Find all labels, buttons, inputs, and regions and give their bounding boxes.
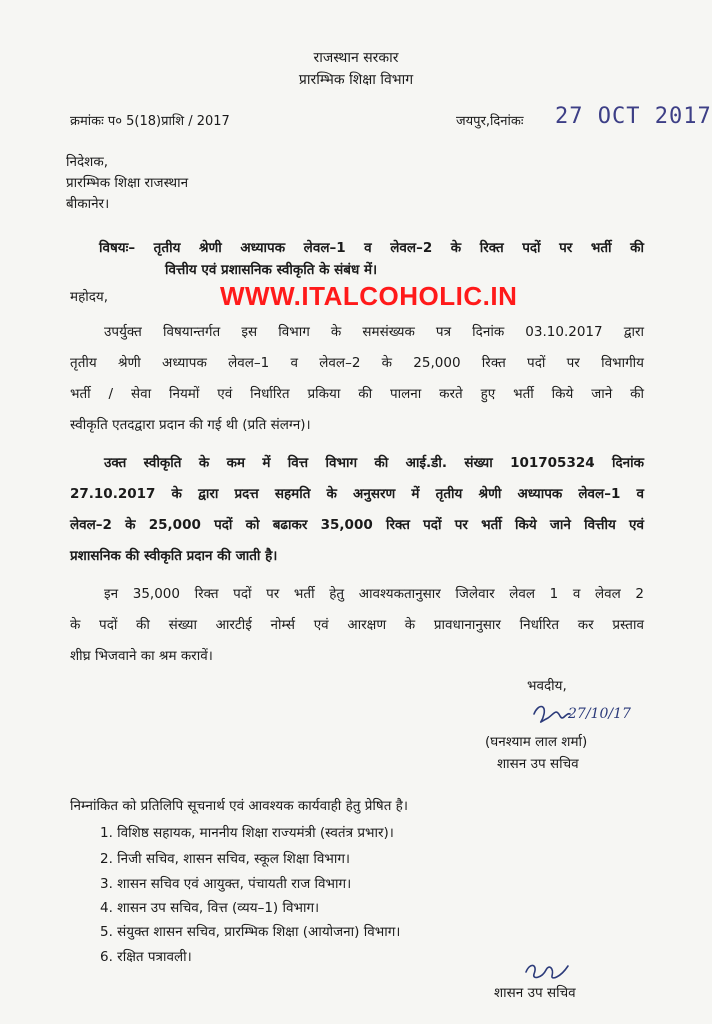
paragraph-line: शीघ्र भिजवाने का श्रम करावें। — [70, 648, 213, 664]
addressee-office: प्रारम्भिक शिक्षा राजस्थान — [66, 175, 189, 191]
copy-intro: निम्नांकित को प्रतिलिपि सूचनार्थ एवं आवश्यक कार्यवाही हेतु प्रेषित है। — [70, 798, 408, 814]
list-item: 1. विशिष्ठ सहायक, माननीय शिक्षा राज्यमंत्री (स्वतंत्र प्रभार)। — [100, 825, 394, 841]
list-item: 5. संयुक्त शासन सचिव, प्रारम्भिक शिक्षा (आयोजना) विभाग। — [100, 924, 401, 940]
list-item: 4. शासन उप सचिव, वित्त (व्यय–1) विभाग। — [100, 900, 320, 916]
signatory-designation: शासन उप सचिव — [497, 756, 579, 772]
footer-designation: शासन उप सचिव — [494, 985, 576, 1001]
subject-line-1: विषयः– तृतीय श्रेणी अध्यापक लेवल–1 व लेवल–2 के रिक्त पदों पर भर्ती की — [99, 240, 644, 256]
list-item: 3. शासन सचिव एवं आयुक्त, पंचायती राज विभाग। — [100, 876, 352, 892]
paragraph-line: प्रशासनिक की स्वीकृति प्रदान की जाती है। — [70, 548, 278, 564]
list-item: 6. रक्षित पत्रावली। — [100, 949, 192, 965]
paragraph-line: तृतीय श्रेणी अध्यापक लेवल–1 व लेवल–2 के 25,000 रिक्त पदों पर विभागीय — [70, 355, 644, 371]
paragraph-line: स्वीकृति एतदद्वारा प्रदान की गई थी (प्रति संलग्न)। — [70, 417, 311, 433]
paragraph-line: इन 35,000 रिक्त पदों पर भर्ती हेतु आवश्यकतानुसार जिलेवार लेवल 1 व लेवल 2 — [104, 586, 644, 602]
subject-line-2: वित्तीय एवं प्रशासनिक स्वीकृति के संबंध में। — [165, 262, 378, 278]
paragraph-line: के पदों की संख्या आरटीई नोर्म्स एवं आरक्षण के प्रावधानानुसार निर्धारित कर प्रस्ताव — [70, 617, 644, 633]
signatory-name: (घनश्याम लाल शर्मा) — [485, 734, 588, 750]
paragraph-line: लेवल–2 के 25,000 पदों को बढाकर 35,000 रिक्त पदों पर भर्ती किये जाने वित्तीय एवं — [70, 517, 644, 533]
website-watermark: WWW.ITALCOHOLIC.IN — [220, 281, 518, 311]
addressee-city: बीकानेर। — [66, 196, 110, 212]
addressee-title: निदेशक, — [66, 154, 108, 170]
paragraph-line: 27.10.2017 के द्वारा प्रदत्त सहमति के अनुसरण में तृतीय श्रेणी अध्यापक लेवल–1 व — [70, 486, 644, 502]
date-stamp: 27 OCT 2017 — [555, 104, 712, 129]
closing: भवदीय, — [527, 678, 567, 694]
govt-name: राजस्थान सरकार — [313, 50, 399, 66]
initials-scribble — [522, 958, 576, 986]
signature-handwritten-date: 27/10/17 — [568, 706, 631, 722]
salutation: महोदय, — [70, 289, 109, 305]
paragraph-line: भर्ती / सेवा नियमों एवं निर्धारित प्रकिया की पालना करते हुए भर्ती किये जाने की — [70, 386, 644, 402]
reference-number: क्रमांकः प० 5(18)प्राशि / 2017 — [70, 114, 230, 129]
department-name: प्रारम्भिक शिक्षा विभाग — [298, 72, 414, 88]
paragraph-line: उपर्युक्त विषयान्तर्गत इस विभाग के समसंख्यक पत्र दिनांक 03.10.2017 द्वारा — [104, 324, 644, 340]
list-item: 2. निजी सचिव, शासन सचिव, स्कूल शिक्षा विभाग। — [100, 851, 351, 867]
paragraph-line: उक्त स्वीकृति के कम में वित्त विभाग की आई.डी. संख्या 101705324 दिनांक — [104, 455, 644, 471]
place-date-label: जयपुर,दिनांकः — [456, 114, 524, 129]
